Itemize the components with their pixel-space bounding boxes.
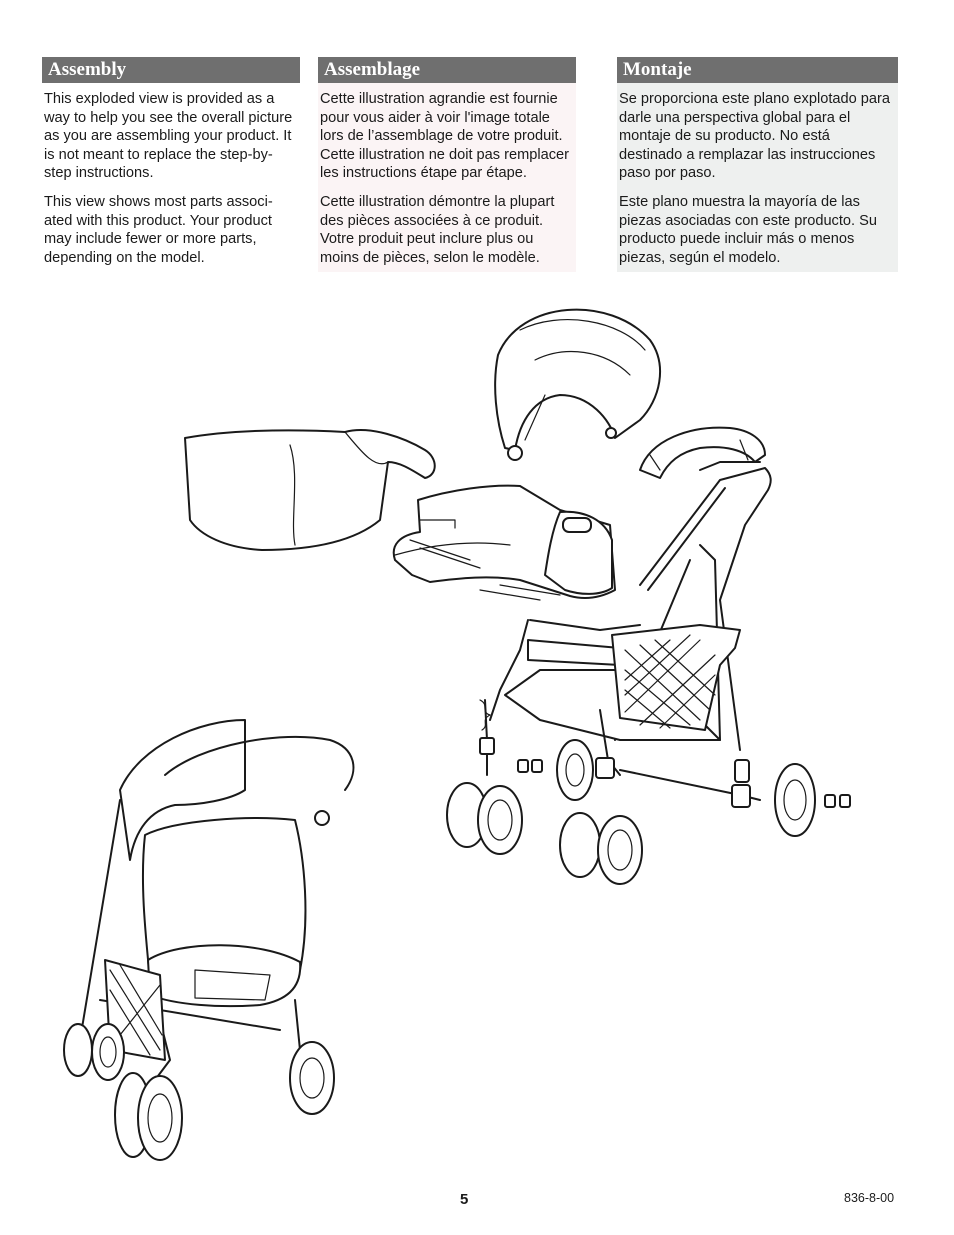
wheels-exploded (447, 740, 850, 884)
assemblage-paragraph-1: Cette illustration agrandie est fournie pour vous aider à voir l'image totale lors de l’assemblage de votre produit. Cette illustration ne doit pas remplacer les instructions étape par étape. (320, 91, 570, 182)
document-code: 836-8-00 (844, 1191, 895, 1205)
assemblage-heading: Assemblage (318, 57, 576, 83)
parent-tray-part (640, 428, 765, 478)
assembly-heading: Assembly (42, 57, 300, 83)
canopy-part (495, 310, 660, 460)
assemblage-paragraph-2: Cette illustration démontre la plupart des pièces associées à ce produit. Votre produit peut inclure plus ou moins de pièces, selon le modèle. (320, 193, 555, 266)
page-number: 5 (460, 1191, 469, 1208)
montaje-paragraph-2: Este plano muestra la mayoría de las piezas asociadas con este producto. Su producto puede incluir más o menos piezas, según el modelo. (619, 193, 877, 266)
boot-cover-part (185, 430, 435, 550)
assembly-paragraph-2: This view shows most parts associ-ated with this product. Your product may include fewer or more parts, depending on the model. (44, 193, 273, 266)
assembled-stroller (64, 720, 353, 1160)
montaje-heading: Montaje (617, 57, 898, 83)
montaje-paragraph-1: Se proporciona este plano explotado para darle una perspectiva global para el montaje de su producto. No está destinado a remplazar las instrucciones paso por paso. (619, 91, 890, 182)
assembly-paragraph-1: This exploded view is provided as a way to help you see the overall picture as you are assembling your product. It is not meant to replace the step-by-step instructions. (44, 91, 293, 182)
seat-tray-part (394, 486, 615, 600)
